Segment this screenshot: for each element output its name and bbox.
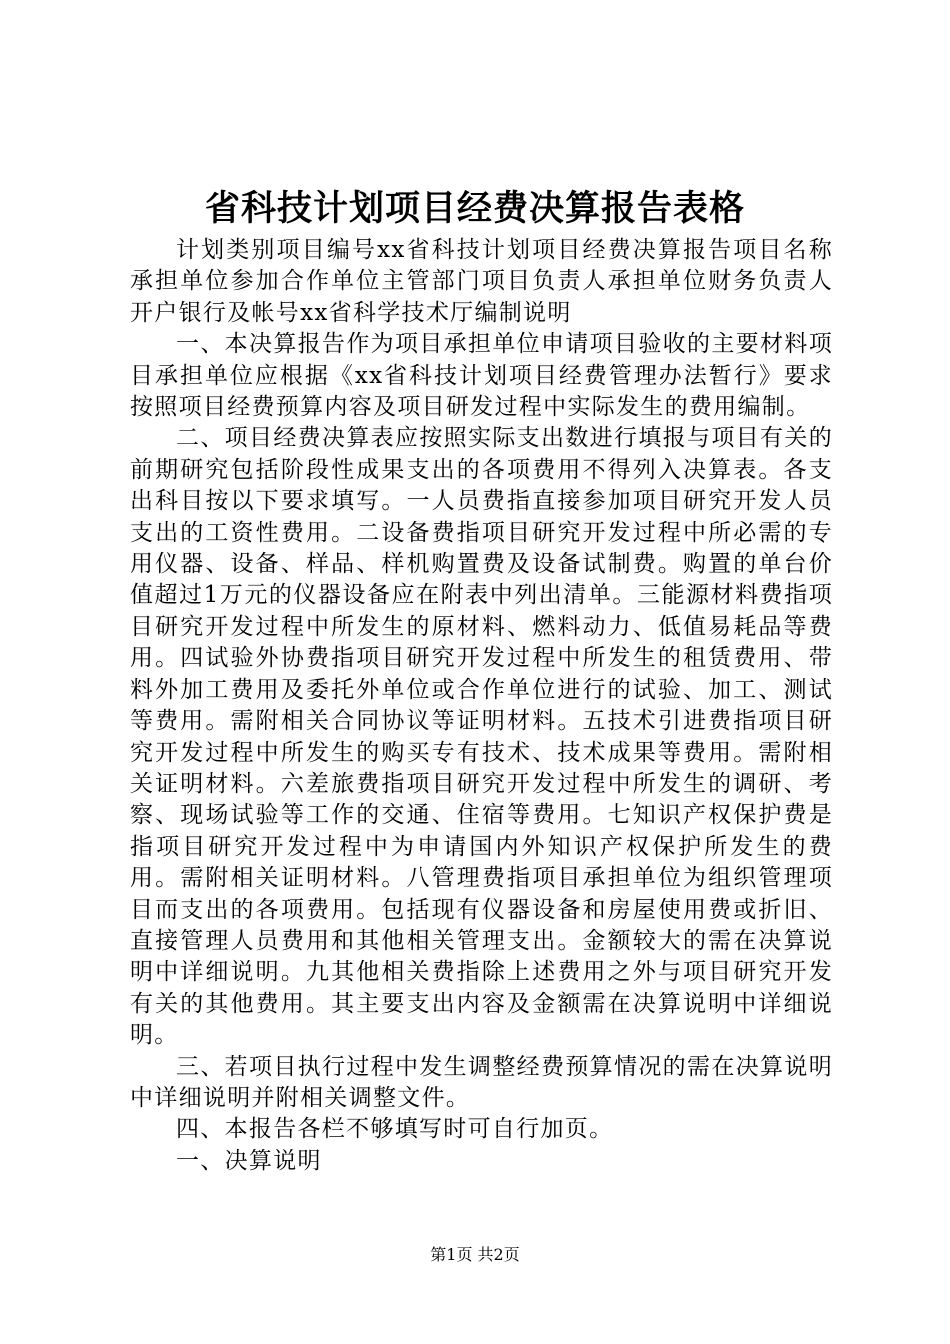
page-footer: 第1页 共2页: [430, 1245, 520, 1264]
document-body: [130, 235, 833, 1177]
paragraph-item-4: 四、本报告各栏不够填写时可自行加页。: [176, 1116, 614, 1143]
section-heading-final-account: 一、决算说明: [176, 1147, 322, 1174]
paragraph-item-3: 三、若项目执行过程中发生调整经费预算情况的需在决算说明中详细说明并附相关调整文件。: [130, 1053, 833, 1111]
document-title: 省科技计划项目经费决算报告表格: [204, 189, 745, 229]
paragraph-item-2: 二、项目经费决算表应按照实际支出数进行填报与项目有关的前期研究包括阶段性成果支出的各项费用不得列入决算表。各支出科目按以下要求填写。一人员费指直接参加项目研究开发人员支出的工资性费用。二设备费指项目研究开发过程中所必需的专用仪器、设备、样品、样机购置费及设备试制费。购置的单台价值超过1万元的仪器设备应在附表中列出清单。三能源材料费指项目研究开发过程中所发生的原材料、燃料动力、低值易耗品等费用。四试验外协费指项目研究开发过程中所发生的租赁费用、带料外加工费用及委托外单位或合作单位进行的试验、加工、测试等费用。需附相关合同协议等证明材料。五技术引进费指项目研究开发过程中所发生的购买专有技术、技术成果等费用。需附相关证明材料。六差旅费指项目研究开发过程中所发生的调研、考察、现场试验等工作的交通、住宿等费用。七知识产权保护费是指项目研究开发过程中为申请国内外知识产权保护所发生的费用。需附相关证明材料。八管理费指项目承担单位为组织管理项目而支出的各项费用。包括现有仪器设备和房屋使用费或折旧、直接管理人员费用和其他相关管理支出。金额较大的需在决算说明中详细说明。九其他相关费指除上述费用之外与项目研究开发有关的其他费用。其主要支出内容及金额需在决算说明中详细说明。: [130, 425, 833, 1049]
paragraph-item-1: 一、本决算报告作为项目承担单位申请项目验收的主要材料项目承担单位应根据《xx省科技计划项目经费管理办法暂行》要求按照项目经费预算内容及项目研发过程中实际发生的费用编制。: [130, 331, 833, 421]
paragraph-header-fields: 计划类别项目编号xx省科技计划项目经费决算报告项目名称承担单位参加合作单位主管部门项目负责人承担单位财务负责人开户银行及帐号xx省科学技术厅编制说明: [130, 237, 833, 326]
